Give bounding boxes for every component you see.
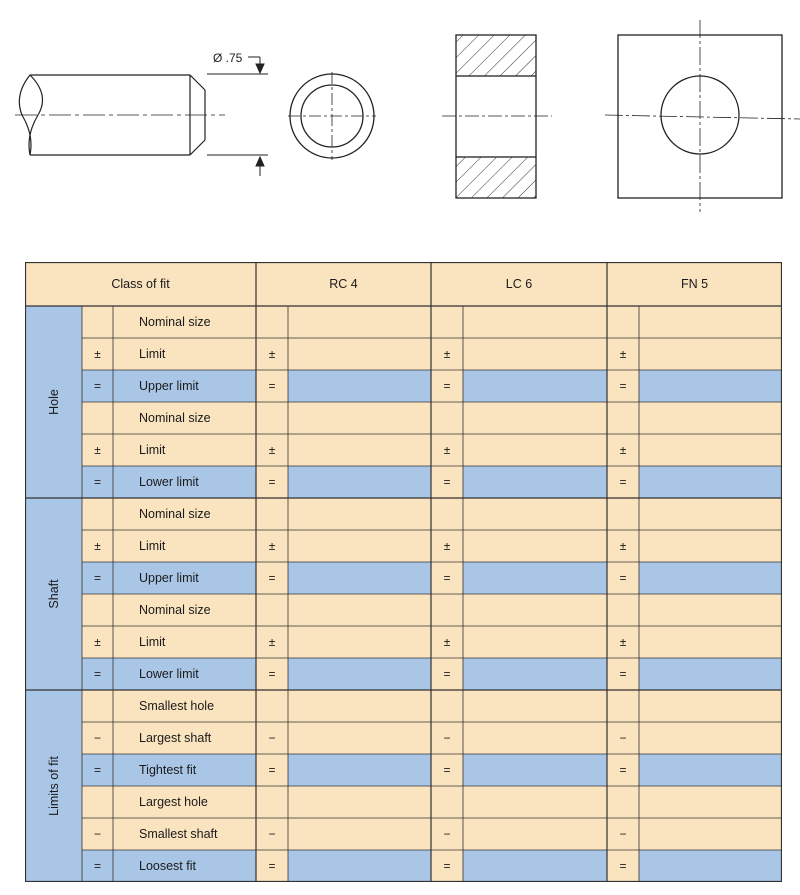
class-sign: ± xyxy=(268,443,276,457)
row-label: Nominal size xyxy=(139,507,211,521)
header-class-2: FN 5 xyxy=(680,277,709,291)
row-label: Limit xyxy=(139,443,166,457)
group-label: Shaft xyxy=(46,579,61,609)
row-label: Smallest hole xyxy=(139,699,215,713)
class-sign: = xyxy=(443,475,451,489)
class-sign xyxy=(431,786,463,818)
class-sign: = xyxy=(268,571,276,585)
class-sign xyxy=(431,498,463,530)
row-label: Nominal size xyxy=(139,603,211,617)
class-sign: = xyxy=(268,763,276,777)
class-sign: − xyxy=(443,827,451,841)
class-sign: ± xyxy=(619,539,627,553)
class-sign: − xyxy=(268,731,276,745)
class-sign: = xyxy=(443,763,451,777)
class-sign: ± xyxy=(268,635,276,649)
diameter-label: Ø .75 xyxy=(213,51,243,65)
class-sign: ± xyxy=(619,635,627,649)
class-sign: ± xyxy=(268,539,276,553)
class-sign xyxy=(607,498,639,530)
class-sign xyxy=(256,498,288,530)
row-label: Tightest fit xyxy=(139,763,197,777)
class-sign xyxy=(256,306,288,338)
class-sign: ± xyxy=(443,635,451,649)
row-label: Upper limit xyxy=(139,379,199,393)
class-sign: = xyxy=(619,859,627,873)
class-sign: = xyxy=(619,571,627,585)
header-class-of-fit: Class of fit xyxy=(111,277,170,291)
header-class-1: LC 6 xyxy=(505,277,533,291)
group-label: Limits of fit xyxy=(46,756,61,816)
class-sign xyxy=(607,306,639,338)
class-sign: − xyxy=(268,827,276,841)
group-label: Hole xyxy=(46,389,61,415)
row-sign xyxy=(82,690,113,722)
block-with-hole-view xyxy=(605,20,800,212)
class-sign xyxy=(256,690,288,722)
row-sign xyxy=(82,306,113,338)
row-label: Loosest fit xyxy=(139,859,196,873)
class-sign xyxy=(256,594,288,626)
hole-section-view xyxy=(442,35,552,198)
class-sign xyxy=(256,402,288,434)
diameter-dimension xyxy=(207,57,268,176)
class-sign: = xyxy=(619,475,627,489)
class-sign: − xyxy=(619,731,627,745)
class-sign: = xyxy=(619,667,627,681)
row-label: Nominal size xyxy=(139,411,211,425)
class-sign xyxy=(607,786,639,818)
class-sign: ± xyxy=(619,347,627,361)
class-sign: ± xyxy=(268,347,276,361)
class-sign xyxy=(607,594,639,626)
row-label: Largest hole xyxy=(139,795,208,809)
technical-drawings xyxy=(0,0,800,235)
class-sign: − xyxy=(619,827,627,841)
row-sign: = xyxy=(93,667,101,681)
class-sign: = xyxy=(619,763,627,777)
class-sign xyxy=(431,402,463,434)
class-sign: = xyxy=(619,379,627,393)
row-label: Upper limit xyxy=(139,571,199,585)
row-sign: = xyxy=(93,859,101,873)
row-sign: = xyxy=(93,571,101,585)
row-label: Limit xyxy=(139,347,166,361)
shaft-side-view xyxy=(15,75,225,155)
class-sign: ± xyxy=(443,443,451,457)
row-sign xyxy=(82,498,113,530)
class-sign xyxy=(256,786,288,818)
class-sign xyxy=(607,402,639,434)
row-sign: = xyxy=(93,379,101,393)
class-sign: = xyxy=(268,859,276,873)
class-sign: = xyxy=(268,475,276,489)
row-label: Largest shaft xyxy=(139,731,212,745)
class-sign: = xyxy=(443,571,451,585)
class-sign xyxy=(431,594,463,626)
row-label: Smallest shaft xyxy=(139,827,218,841)
class-sign: = xyxy=(443,859,451,873)
row-sign: ± xyxy=(94,443,101,457)
class-sign: ± xyxy=(443,347,451,361)
class-sign: = xyxy=(443,667,451,681)
class-sign xyxy=(431,690,463,722)
shaft-end-view xyxy=(288,72,376,160)
row-sign: ± xyxy=(94,635,101,649)
row-label: Limit xyxy=(139,539,166,553)
class-sign: − xyxy=(443,731,451,745)
row-sign: − xyxy=(93,731,101,745)
row-sign xyxy=(82,786,113,818)
row-sign xyxy=(82,402,113,434)
row-label: Limit xyxy=(139,635,166,649)
row-label: Lower limit xyxy=(139,667,199,681)
class-sign: = xyxy=(268,379,276,393)
class-sign: ± xyxy=(443,539,451,553)
row-sign: ± xyxy=(94,539,101,553)
row-sign: = xyxy=(93,763,101,777)
limits-of-fit-table xyxy=(25,262,782,882)
row-sign xyxy=(82,594,113,626)
class-sign: ± xyxy=(619,443,627,457)
class-sign xyxy=(607,690,639,722)
row-label: Lower limit xyxy=(139,475,199,489)
row-sign: − xyxy=(93,827,101,841)
row-sign: ± xyxy=(94,347,101,361)
row-label: Nominal size xyxy=(139,315,211,329)
class-sign xyxy=(431,306,463,338)
class-sign: = xyxy=(268,667,276,681)
row-sign: = xyxy=(93,475,101,489)
header-class-0: RC 4 xyxy=(329,277,358,291)
class-sign: = xyxy=(443,379,451,393)
